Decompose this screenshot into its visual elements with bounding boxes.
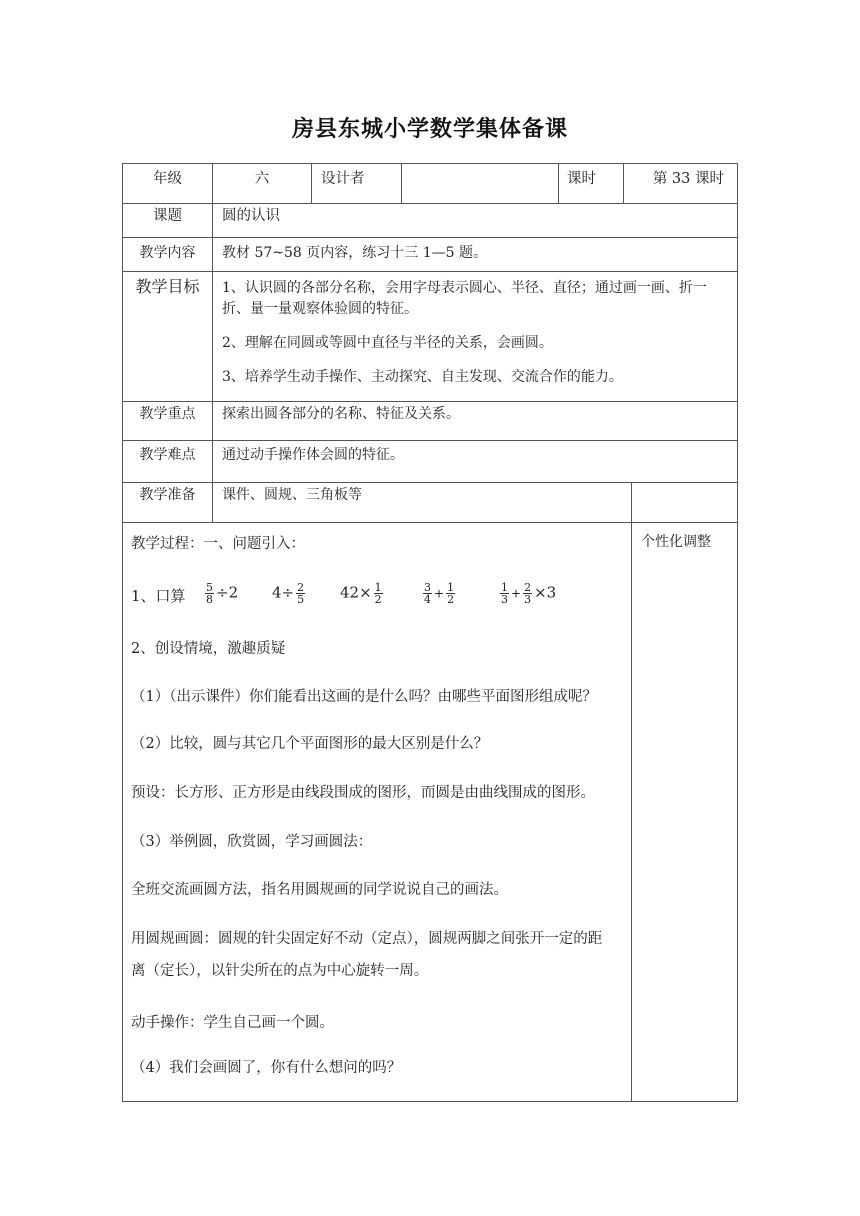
fraction: $\frac{2}{3}$ xyxy=(524,581,532,606)
key-point-value: 探索出圆各部分的名称、特征及关系。 xyxy=(222,406,460,422)
key-point-label: 教学重点 xyxy=(139,406,196,422)
grade-value: 六 xyxy=(254,171,270,187)
difficulty-value: 通过动手操作体会圆的特征。 xyxy=(222,447,404,463)
grade-label: 年级 xyxy=(153,171,182,187)
process-line: 用圆规画圆：圆规的针尖固定好不动（定点），圆规两脚之间张开一定的距 xyxy=(131,931,603,947)
calc-expression: $\frac{1}{3}$ + $\frac{2}{3}$ ×3 xyxy=(501,581,557,606)
calc-expression: $\frac{5}{8}$ ÷2 xyxy=(206,581,239,606)
grade-value-cell xyxy=(212,163,312,204)
difficulty-label-cell xyxy=(122,440,213,483)
fraction: $\frac{1}{3}$ xyxy=(501,581,508,606)
process-line: （2）比较，圆与其它几个平面图形的最大区别是什么？ xyxy=(131,736,489,752)
topic-value: 圆的认识 xyxy=(222,208,280,224)
period-label: 课时 xyxy=(567,171,596,187)
key-point-value-cell xyxy=(212,401,738,441)
period-value-cell xyxy=(623,163,738,204)
process-line: 预设：长方形、正方形是由线段围成的图形，而圆是由曲线围成的图形。 xyxy=(131,785,595,801)
calc-expression: 4÷ $\frac{2}{5}$ xyxy=(272,581,305,606)
fraction: $\frac{1}{2}$ xyxy=(374,581,382,606)
process-line: 全班交流画圆方法，指名用圆规画的同学说说自己的画法。 xyxy=(131,882,508,898)
preparation-value-cell xyxy=(212,482,632,523)
process-line: 动手操作：学生自己画一个圆。 xyxy=(131,1015,334,1031)
topic-label-cell xyxy=(122,203,213,238)
calc-label: 1、口算 xyxy=(131,587,186,605)
goal-item: 3、培养学生动手操作、主动探究、自主发现、交流合作的能力。 xyxy=(222,369,623,385)
difficulty-value-cell xyxy=(212,440,738,483)
content-label: 教学内容 xyxy=(139,245,196,261)
process-line: （3）举例圆，欣赏圆，学习画圆法： xyxy=(131,834,373,850)
preparation-label-cell xyxy=(122,482,213,523)
content-label-cell xyxy=(122,237,213,272)
adjustment-label: 个性化调整 xyxy=(641,534,711,550)
process-heading: 教学过程：一、问题引入： xyxy=(131,536,305,552)
content-value-cell xyxy=(212,237,738,272)
fraction: $\frac{3}{4}$ xyxy=(424,581,431,606)
designer-value-cell xyxy=(401,163,559,204)
grade-label-cell xyxy=(122,163,213,204)
calc-expression: $\frac{3}{4}$ + $\frac{1}{2}$ xyxy=(424,581,455,606)
content-value: 教材 57~58 页内容，练习十三 1—5 题。 xyxy=(222,245,487,261)
designer-label: 设计者 xyxy=(321,171,365,187)
fraction: $\frac{1}{2}$ xyxy=(447,581,455,606)
fraction: $\frac{2}{5}$ xyxy=(297,581,305,606)
topic-label: 课题 xyxy=(153,208,182,224)
process-line: 2、创设情境，激趣质疑 xyxy=(131,641,286,657)
process-line: 离（定长），以针尖所在的点为中心旋转一周。 xyxy=(131,963,429,979)
process-line: （4）我们会画圆了，你有什么想问的吗？ xyxy=(131,1060,402,1076)
period-label-cell xyxy=(558,163,624,204)
goal-item: 2、理解在同圆或等圆中直径与半径的关系，会画圆。 xyxy=(222,335,553,351)
fraction: $\frac{5}{8}$ xyxy=(206,581,213,606)
key-point-label-cell xyxy=(122,401,213,441)
goals-value-cell xyxy=(212,271,738,402)
period-value: 第 33 课时 xyxy=(652,171,724,187)
preparation-side-cell xyxy=(631,482,738,523)
topic-value-cell xyxy=(212,203,738,238)
goals-label: 教学目标 xyxy=(135,277,200,296)
designer-label-cell xyxy=(311,163,402,204)
document-title: 房县东城小学数学集体备课 xyxy=(291,117,568,142)
goals-label-cell xyxy=(122,271,213,402)
preparation-value: 课件、圆规、三角板等 xyxy=(222,487,362,503)
adjustment-cell xyxy=(631,522,738,1102)
goal-item: 1、认识圆的各部分名称，会用字母表示圆心、半径、直径；通过画一画、折一折、量一量观察体验圆的特征。 xyxy=(222,280,707,317)
difficulty-label: 教学难点 xyxy=(139,447,196,463)
preparation-label: 教学准备 xyxy=(139,487,196,503)
calc-expression: 42× $\frac{1}{2}$ xyxy=(340,581,382,606)
process-line: （1）（出示课件）你们能看出这画的是什么吗？由哪些平面图形组成呢？ xyxy=(131,689,597,705)
